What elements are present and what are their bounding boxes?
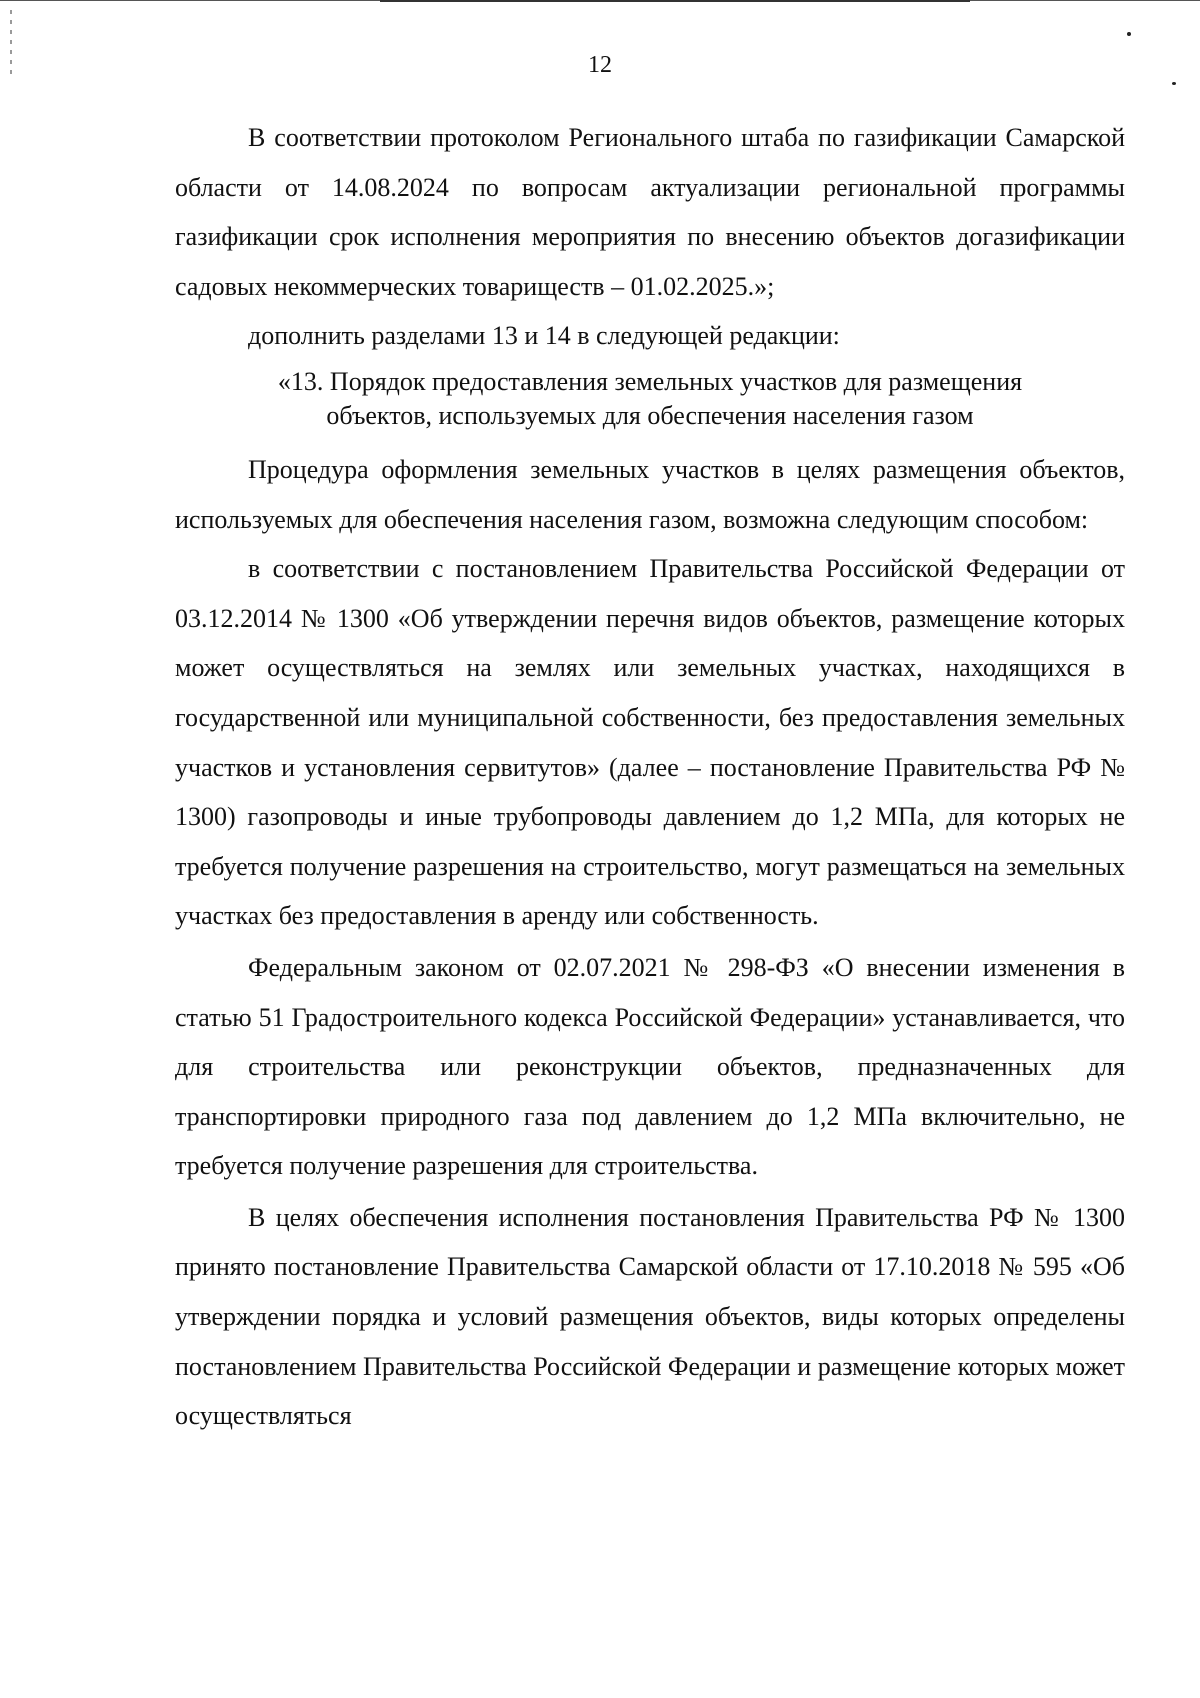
paragraph-procedure: Процедура оформления земельных участков в целях размещения объектов, используемых для обеспечения населения газом, возможна следующим способом:: [175, 454, 1125, 534]
page-number: 12: [588, 52, 612, 78]
document-body: [175, 113, 1125, 1441]
scan-speck: [1172, 82, 1176, 85]
paragraph-protocol: В соответствии протоколом Регионального штаба по газификации Самарской области от 14.08.2024 по вопросам актуализации региональной программы газификации срок исполнения мероприятия по внесению объектов догазификации садовых некоммерческих товариществ – 01.02.2025.»;: [175, 123, 1125, 301]
section-13-heading-line1: «13. Порядок предоставления земельных участков для размещения: [277, 366, 1023, 396]
paragraph-samara-resolution: В целях обеспечения исполнения постановления Правительства РФ № 1300 принято постановление Правительства Самарской области от 17.10.2018 № 595 «Об утверждении порядка и условий размещения объектов, виды которых определены постановлением Правительства Российской Федерации и размещение которых может осуществляться: [175, 1202, 1125, 1431]
paragraph-add-sections: дополнить разделами 13 и 14 в следующей редакции:: [248, 321, 840, 351]
paragraph-resolution-1300: в соответствии с постановлением Правительства Российской Федерации от 03.12.2014 № 1300 «Об утверждении перечня видов объектов, размещение которых может осуществляться на землях или земельных участках, находящихся в государственной или муниципальной собственности, без предоставления земельных участков и установления сервитутов» (далее – постановление Правительства РФ № 1300) газопроводы и иные трубопроводы давлением до 1,2 МПа, для которых не требуется получение разрешения на строительство, могут размещаться на земельных участках без предоставления в аренду или собственность.: [175, 554, 1125, 931]
scan-speck: [1127, 32, 1131, 36]
scan-top-mark: [380, 0, 970, 2]
section-13-heading: [175, 365, 1125, 433]
section-13-heading-line2: объектов, используемых для обеспечения населения газом: [326, 400, 974, 430]
paragraph-federal-law: Федеральным законом от 02.07.2021 № 298-ФЗ «О внесении изменения в статью 51 Градостроительного кодекса Российской Федерации» устанавливается, что для строительства или реконструкции объектов, предназначенных для транспортировки природного газа под давлением до 1,2 МПа включительно, не требуется получение разрешения для строительства.: [175, 952, 1125, 1181]
